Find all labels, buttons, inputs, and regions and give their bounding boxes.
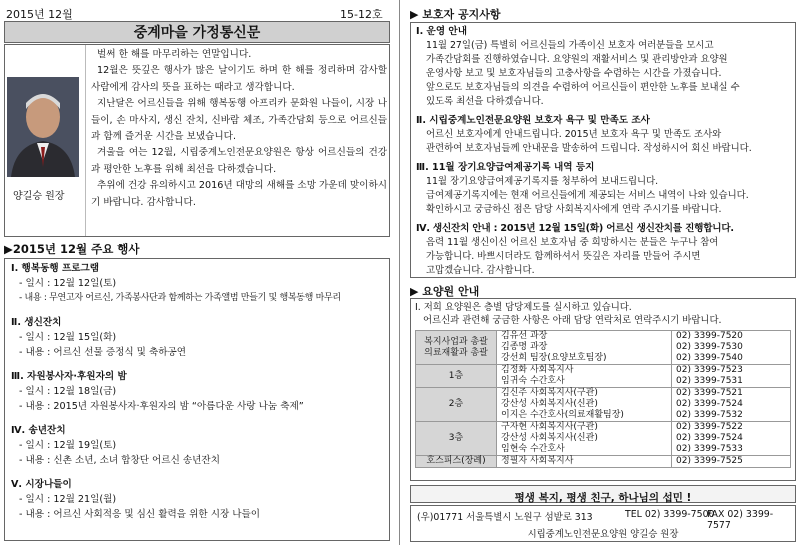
letter-paragraph: 지난달은 어르신들을 위해 행복동행 아프리카 문화원 나들이, 시장 나들이, 손 마사지, 생신 잔치, 신바람 체조, 가족간담회 등으로 어르신들과 함께 즐거운 시간을 보냈습니다.	[91, 98, 387, 143]
letter-section	[4, 44, 390, 237]
event-item	[11, 315, 383, 360]
notice-title: Ⅱ. 시립중계노인전문요양원 보호자 욕구 및 만족도 조사	[416, 115, 650, 126]
event-date: - 일시 : 12월 19일(토)	[19, 440, 117, 451]
table-row	[416, 388, 791, 422]
table-row	[416, 422, 791, 456]
dept-cell: 복지사업과 총괄 의료재활과 총괄	[416, 331, 497, 365]
phone-cell: 02) 3399-7523 02) 3399-7531	[672, 365, 791, 388]
vertical-line	[85, 45, 86, 236]
slogan: 평생 복지, 평생 친구, 하나님의 섭민 !	[514, 492, 692, 504]
people-cell: 김정화 사회복지사 임귀숙 수간호사	[497, 365, 672, 388]
notice-line: 관련하여 보호자님들께 안내문을 발송하여 드립니다. 작성하시어 회신 바랍니다.	[426, 143, 752, 154]
staff-table	[415, 330, 791, 468]
portrait-photo	[7, 77, 79, 177]
issue-number: 15-12호	[340, 8, 383, 21]
portrait-caption: 양길승 원장	[13, 191, 65, 202]
dept-cell: 1층	[416, 365, 497, 388]
notice-line: 운영사항 보고 및 보호자님들의 고충사항을 수렴하는 시간을 가졌습니다.	[426, 68, 722, 79]
people-cell: 김유선 과장 김종명 과장 강선희 팀장(요양보호팀장)	[497, 331, 672, 365]
notice-line: 11월 27일(금) 특별히 어르신들의 가족이신 보호자 여러분들을 모시고	[426, 40, 714, 51]
letter-body	[91, 47, 387, 211]
issue-date: 2015년 12월	[6, 8, 73, 21]
dept-cell: 3층	[416, 422, 497, 456]
title-bar	[4, 21, 390, 43]
notices-heading: ▶ 보호자 공지사항	[410, 8, 501, 21]
notices-section	[410, 22, 796, 278]
notice-title: Ⅲ. 11월 장기요양급여제공기록 내역 등지	[416, 162, 595, 173]
people-cell: 김신주 사회복지사(구관) 강산성 사회복지사(신관) 이지은 수간호사(의료재활팀장)	[497, 388, 672, 422]
address: (우)01771 서울특별시 노원구 섬밭로 313	[417, 512, 593, 523]
event-item	[11, 423, 383, 468]
staff-heading: ▶ 요양원 안내	[410, 285, 480, 298]
events-heading: ▶2015년 12월 주요 행사	[4, 242, 140, 256]
page-title: 중계마을 가정통신문	[133, 25, 261, 41]
portrait-frame	[7, 77, 79, 177]
dept-cell: 2층	[416, 388, 497, 422]
org-signature: 시립중계노인전문요양원 양길승 원장	[527, 529, 679, 540]
notice-line: 있도록 최선을 다하겠습니다.	[426, 96, 544, 107]
event-date: - 일시 : 12월 15일(화)	[19, 332, 117, 343]
staff-intro-line: Ⅰ. 저희 요양원은 층별 담당제도를 실시하고 있습니다.	[415, 302, 632, 313]
letter-paragraph: 12월은 뜻깊은 행사가 많은 날이기도 하며 한 해를 정리하며 감사할 사람에게 감사의 뜻을 표하는 때라고 생각합니다.	[91, 65, 387, 93]
dept-cell: 호스피스(장례)	[416, 456, 497, 468]
letter-paragraph: 추위에 건강 유의하시고 2016년 대망의 새해를 소망 가운데 맞이하시기 바랍니다. 감사합니다.	[91, 180, 387, 208]
event-title: Ⅰ. 행복동행 프로그램	[11, 263, 100, 274]
notice-item	[416, 25, 790, 109]
table-row	[416, 365, 791, 388]
event-item	[11, 477, 383, 522]
contact-line	[417, 509, 791, 531]
staff-section	[410, 298, 796, 481]
notice-line: 음력 11월 생신이신 어르신 보호자님 중 희망하시는 분들은 누구나 참여	[426, 237, 719, 248]
events-section	[4, 258, 390, 541]
event-date: - 일시 : 12월 12일(토)	[19, 278, 117, 289]
notice-line: 어르신 보호자에게 안내드립니다. 2015년 보호자 욕구 및 만족도 조사와	[426, 129, 722, 140]
phone-cell: 02) 3399-7525	[672, 456, 791, 468]
event-content: - 내용 : 2015년 자원봉사자·후원자의 밤 “아름다운 사랑 나눔 축제”	[19, 401, 304, 412]
notice-item	[416, 222, 790, 278]
phone-cell: 02) 3399-7522 02) 3399-7524 02) 3399-7533	[672, 422, 791, 456]
event-item	[11, 261, 383, 306]
notice-line: 가능합니다. 바쁘시더라도 함께하셔서 뜻깊은 자리를 만들어 주시면	[426, 251, 701, 262]
notice-line: 11월 장기요양급여제공기록지를 청부하여 보내드립니다.	[426, 176, 659, 187]
phone-cell: 02) 3399-7520 02) 3399-7530 02) 3399-7540	[672, 331, 791, 365]
notice-item	[416, 114, 790, 156]
event-title: Ⅱ. 생신잔치	[11, 317, 62, 328]
event-item	[11, 369, 383, 414]
table-row	[416, 331, 791, 365]
event-title: Ⅲ. 자원봉사자·후원자의 밤	[11, 371, 127, 382]
people-cell: 정필자 사회복지사	[497, 456, 672, 468]
event-content: - 내용 : 어르신 사회적응 및 심신 활력을 위한 시장 나들이	[19, 509, 261, 520]
table-row	[416, 456, 791, 468]
letter-paragraph: 벌써 한 해를 마무리하는 연말입니다.	[97, 49, 252, 60]
event-content: - 내용 : 무연고자 어르신, 가족봉사단과 함께하는 가족앨범 만들기 및 행복동행 마무리	[19, 293, 341, 303]
event-date: - 일시 : 12월 18일(금)	[19, 386, 117, 397]
notice-line: 가족간담회를 진행하였습니다. 요양원의 재활서비스 및 관리방안과 요양원	[426, 54, 728, 65]
notice-item	[416, 161, 790, 217]
notice-title: Ⅳ. 생신잔치 안내 : 2015년 12월 15일(화) 어르신 생신잔치를 진행합니다.	[416, 223, 734, 234]
people-cell: 구자현 사회복지사(구관) 강산성 사회복지사(신관) 임현숙 수간호사	[497, 422, 672, 456]
column-divider	[399, 0, 400, 545]
tel: TEL 02) 3399-7500	[625, 509, 715, 520]
notice-line: 급여제공기록지에는 현재 어르신들에게 제공되는 서비스 내역이 나와 있습니다.	[426, 190, 749, 201]
event-title: Ⅴ. 시장나들이	[11, 479, 72, 490]
event-date: - 일시 : 12월 21일(월)	[19, 494, 117, 505]
notice-line: 확인하시고 궁금하신 점은 담당 사회복지사에게 연락 주시기를 바랍니다.	[426, 204, 722, 215]
slogan-box	[410, 485, 796, 503]
event-title: Ⅳ. 송년잔치	[11, 425, 66, 436]
event-content: - 내용 : 어르신 선물 증정식 및 축하공연	[19, 347, 187, 358]
letter-paragraph: 겨울을 여는 12월, 시립중계노인전문요양원은 항상 어르신들의 건강과 평안한 노후를 위해 최선을 다하겠습니다.	[91, 147, 387, 175]
event-content: - 내용 : 신촌 소년, 소녀 합창단 어르신 송년잔치	[19, 455, 220, 466]
phone-cell: 02) 3399-7521 02) 3399-7524 02) 3399-7532	[672, 388, 791, 422]
notice-line: 고맙겠습니다. 감사합니다.	[426, 265, 535, 276]
fax: FAX 02) 3399-7577	[707, 509, 774, 531]
notice-line: 앞으로도 보호자님들의 의견을 수렴하여 어르신들이 편안한 노후를 보내실 수	[426, 82, 740, 93]
notice-title: Ⅰ. 운영 안내	[416, 26, 467, 37]
contact-box	[410, 505, 796, 542]
staff-intro-line: 어르신과 관련해 궁금한 사항은 아래 담당 연락처로 연락주시기 바랍니다.	[423, 315, 722, 326]
